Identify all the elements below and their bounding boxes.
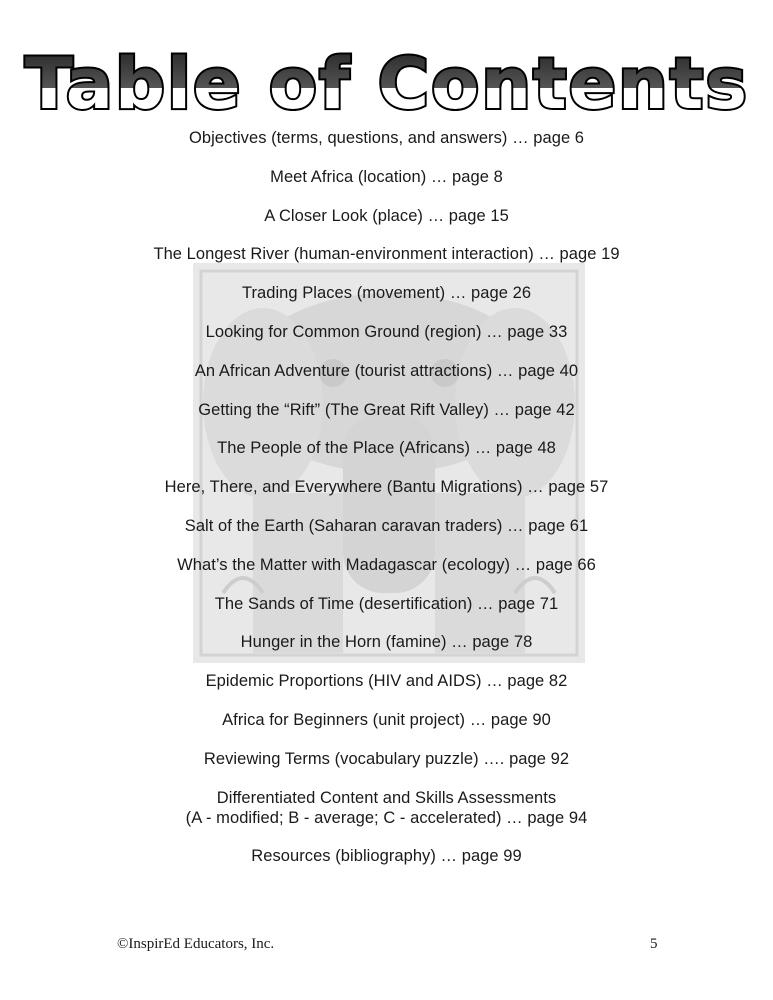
toc-entry: Hunger in the Horn (famine) … page 78 <box>240 633 533 652</box>
toc-entry: Epidemic Proportions (HIV and AIDS) … page 82 <box>205 672 568 691</box>
toc-entry-assessments <box>0 788 773 828</box>
toc-entry-line: (A - modified; B - average; C - accelerated) … page 94 <box>185 808 588 827</box>
toc-entry: Here, There, and Everywhere (Bantu Migrations) … page 57 <box>164 478 609 497</box>
toc-entry: Objectives (terms, questions, and answers) … page 6 <box>188 129 585 147</box>
toc-entry: Africa for Beginners (unit project) … page 90 <box>222 710 551 729</box>
table-of-contents-list <box>0 128 773 885</box>
footer-copyright: ©InspirEd Educators, Inc. <box>117 936 275 952</box>
footer-page-number: 5 <box>650 936 658 952</box>
toc-entry: Looking for Common Ground (region) … page 33 <box>205 322 568 341</box>
toc-entry: Getting the “Rift” (The Great Rift Valley) … page 42 <box>198 400 575 419</box>
toc-entry: The People of the Place (Africans) … page 48 <box>217 439 556 458</box>
toc-entry: Reviewing Terms (vocabulary puzzle) …. page 92 <box>203 749 570 768</box>
page-title: Table of Contents <box>24 43 749 125</box>
toc-entry: Salt of the Earth (Saharan caravan traders) … page 61 <box>184 516 589 535</box>
toc-entry: Trading Places (movement) … page 26 <box>241 284 532 303</box>
toc-entry: What’s the Matter with Madagascar (ecology) … page 66 <box>177 555 596 574</box>
toc-entry: Resources (bibliography) … page 99 <box>251 847 522 866</box>
toc-entry: A Closer Look (place) … page 15 <box>264 206 509 225</box>
page-title-container <box>0 38 773 128</box>
toc-entry: The Longest River (human-environment interaction) … page 19 <box>153 245 620 264</box>
page-title-art <box>24 38 749 128</box>
toc-entry: An African Adventure (tourist attractions) … page 40 <box>194 361 579 380</box>
toc-entry-line: Differentiated Content and Skills Assessments <box>216 788 557 807</box>
toc-entry: Meet Africa (location) … page 8 <box>270 167 503 186</box>
toc-entry: The Sands of Time (desertification) … page 71 <box>214 594 559 613</box>
